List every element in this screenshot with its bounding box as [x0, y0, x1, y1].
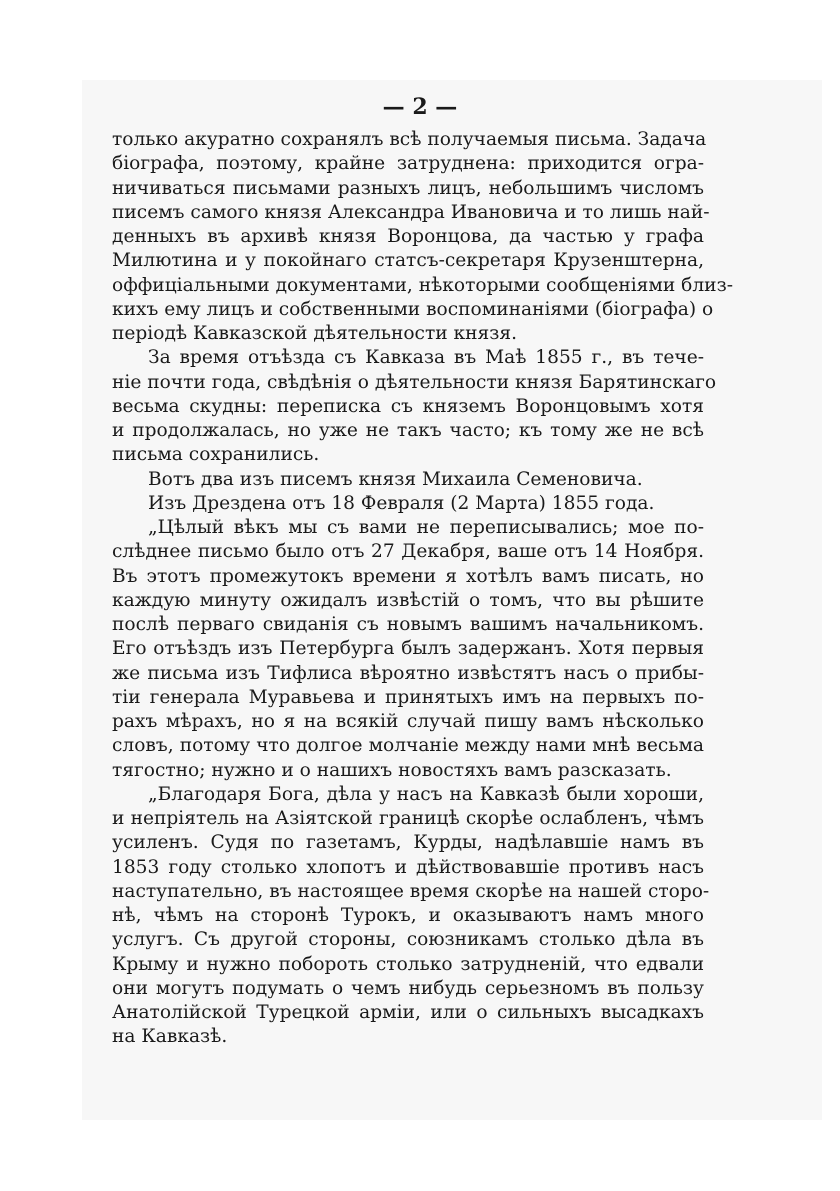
text-line: и продолжалась, но уже не такъ часто; къ тому же не всѣ	[112, 420, 704, 441]
body-text	[112, 128, 734, 1050]
text-line: Милютина и у покойнаго статсъ-секретаря Крузенштерна,	[112, 250, 704, 272]
text-line: ничиваться письмами разныхъ лицъ, небольшимъ числомъ	[112, 177, 704, 199]
text-line: на Кавказѣ.	[112, 1026, 228, 1048]
text-line: тіи генерала Муравьева и принятыхъ имъ на первыхъ по-	[112, 686, 704, 708]
text-line: нѣ, чѣмъ на сторонѣ Турокъ, и оказываютъ намъ много	[112, 905, 704, 926]
text-line: писемъ самого князя Александра Ивановича и то лишь най-	[112, 201, 710, 223]
text-line: наступательно, въ настоящее время скорѣе на нашей сторо-	[112, 880, 710, 902]
text-line: Въ этотъ промежутокъ времени я хотѣлъ вамъ писать, но	[112, 565, 704, 587]
text-line: ніе почти года, свѣдѣнія о дѣятельности князя Барятинскаго	[112, 371, 717, 393]
text-line: только акуратно сохранялъ всѣ получаемыя письма. Задача	[112, 129, 707, 150]
text-line: „Цѣлый вѣкъ мы съ вами не переписывались; мое по-	[148, 517, 704, 538]
text-line: услугъ. Съ другой стороны, союзникамъ столько дѣла въ	[112, 929, 704, 951]
text-line: слѣднее письмо было отъ 27 Декабря, ваше отъ 14 Ноября.	[112, 541, 704, 563]
text-line: рахъ мѣрахъ, но я на всякій случай пишу вамъ нѣсколько	[112, 711, 704, 732]
text-line: оффиціальными документами, нѣкоторыми сообщеніями близ-	[112, 274, 734, 296]
paragraph	[112, 128, 734, 346]
text-line: біографа, поэтому, крайне затруднена: приходится огра-	[112, 153, 704, 175]
text-line: послѣ перваго свиданія съ новымъ вашимъ начальникомъ.	[112, 614, 704, 635]
text-line: „Благодаря Бога, дѣла у насъ на Кавказѣ были хороши,	[148, 783, 704, 805]
text-line: Его отъѣздъ изъ Петербурга былъ задержанъ. Хотя первыя	[112, 638, 704, 660]
text-line: Вотъ два изъ писемъ князя Михаила Семеновича.	[148, 468, 643, 490]
page-number: — 2 —	[382, 94, 458, 120]
text-line: 1853 году столько хлопотъ и дѣйствовавшіе противъ насъ	[112, 856, 704, 878]
paragraph	[112, 346, 717, 467]
paragraph	[112, 516, 704, 783]
text-line: кихъ ему лицъ и собственными воспоминаніями (біографа) о	[112, 298, 714, 320]
text-line: тягостно; нужно и о нашихъ новостяхъ вамъ разсказать.	[112, 759, 672, 781]
text-line: Изъ Дрездена отъ 18 Февраля (2 Марта) 1855 года.	[148, 492, 655, 514]
text-line: же письма изъ Тифлиса вѣроятно извѣстятъ насъ о прибы-	[112, 662, 704, 684]
text-line: словъ, потому что долгое молчаніе между нами мнѣ весьма	[112, 735, 704, 757]
text-line: они могутъ подумать о чемъ нибудь серьезномъ въ пользу	[112, 977, 704, 999]
text-line: письма сохранились.	[112, 444, 320, 466]
text-line: и непріятель на Азіятской границѣ скорѣе ослабленъ, чѣмъ	[112, 808, 704, 829]
text-line: Крыму и нужно побороть столько затрудненій, что едвали	[112, 953, 704, 975]
text-line: періодѣ Кавказской дѣятельности князя.	[112, 323, 518, 344]
paragraph	[112, 492, 704, 516]
text-line: усиленъ. Судя по газетамъ, Курды, надѣлавшіе намъ въ	[112, 832, 704, 854]
text-line: Анатолійской Турецкой арміи, или о сильныхъ высадкахъ	[112, 1002, 704, 1023]
text-line: За время отъѣзда съ Кавказа въ Маѣ 1855 г., въ тече-	[148, 347, 704, 369]
text-line: каждую минуту ожидалъ извѣстій о томъ, что вы рѣшите	[112, 589, 704, 611]
paragraph	[112, 783, 710, 1050]
text-line: денныхъ въ архивѣ князя Воронцова, да частью у графа	[112, 226, 704, 247]
paragraph	[112, 468, 704, 492]
text-line: весьма скудны: переписка съ княземъ Воронцовымъ хотя	[112, 395, 704, 417]
